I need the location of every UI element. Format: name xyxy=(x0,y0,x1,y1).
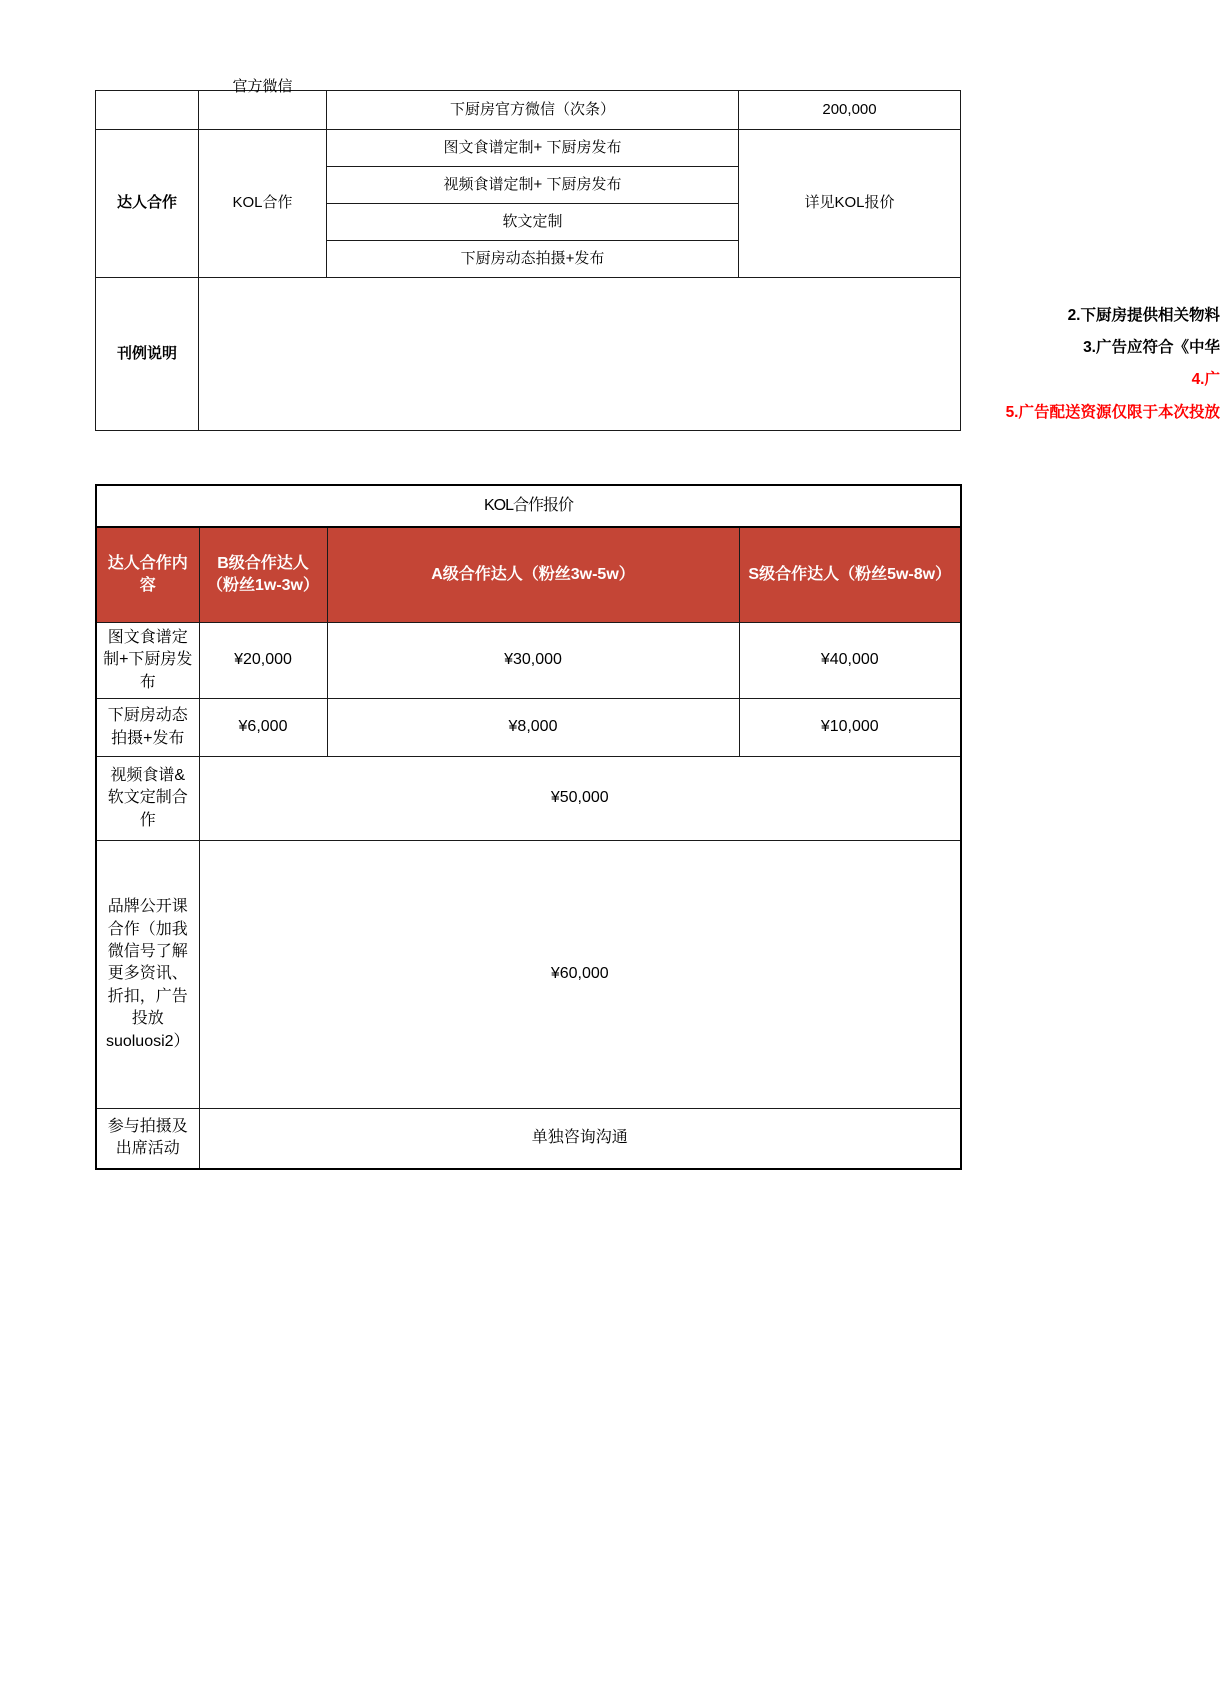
table-row xyxy=(96,623,961,699)
cell-item-kol-3: 下厨房动态拍摄+发布 xyxy=(327,241,739,278)
note-line-5: 5.广告配送资源仅限于本次投放 xyxy=(1005,403,1220,421)
cell-notes-label: 刊例说明 xyxy=(96,278,199,431)
kol-header-content: 达人合作内容 xyxy=(96,527,199,623)
rate-card-table-wrapper xyxy=(95,78,1220,431)
table-row-notes xyxy=(96,278,961,431)
kol-price-b-1: ¥6,000 xyxy=(199,699,327,757)
kol-row-label-4: 参与拍摄及出席活动 xyxy=(96,1109,199,1169)
kol-header-tier-a: A级合作达人（粉丝3w-5w） xyxy=(327,527,739,623)
kol-price-a-0: ¥30,000 xyxy=(327,623,739,699)
cell-item-kol-2: 软文定制 xyxy=(327,204,739,241)
kol-header-tier-s: S级合作达人（粉丝5w-8w） xyxy=(739,527,961,623)
cell-notes-body xyxy=(199,278,1220,431)
cell-price-wechat xyxy=(739,91,961,130)
cell-category-kol: 达人合作 xyxy=(96,130,199,278)
kol-price-a-1: ¥8,000 xyxy=(327,699,739,757)
cell-category-empty xyxy=(96,91,199,130)
kol-price-table-wrapper xyxy=(95,484,960,1170)
kol-price-merged-3: ¥60,000 xyxy=(199,841,961,1109)
kol-row-label-3: 品牌公开课合作（加我微信号了解更多资讯、折扣，广告投放 suoluosi2） xyxy=(96,841,199,1109)
cell-channel-wechat-label: 官方微信 xyxy=(232,78,293,95)
table-row xyxy=(96,91,961,130)
kol-row-label-0: 图文食谱定制+下厨房发布 xyxy=(96,623,199,699)
kol-header-row xyxy=(96,527,961,623)
kol-price-b-0: ¥20,000 xyxy=(199,623,327,699)
kol-price-s-1: ¥10,000 xyxy=(739,699,961,757)
kol-table-title: KOL合作报价 xyxy=(96,485,961,527)
cell-item-wechat-label: 下厨房官方微信（次条） xyxy=(449,100,615,118)
kol-price-merged-2: ¥50,000 xyxy=(199,757,961,841)
table-row xyxy=(96,841,961,1109)
rate-card-table xyxy=(95,78,1220,431)
cell-price-kol: 详见KOL报价 xyxy=(739,130,961,278)
kol-row-label-2: 视频食谱&软文定制合作 xyxy=(96,757,199,841)
cell-price-wechat-value: 200,000 xyxy=(822,100,877,118)
table-row xyxy=(96,130,961,167)
kol-price-table xyxy=(95,484,962,1170)
kol-price-s-0: ¥40,000 xyxy=(739,623,961,699)
note-line-2: 2.下厨房提供相关物料 xyxy=(1067,307,1220,324)
note-line-4: 4.广 xyxy=(1191,371,1220,389)
cell-channel-wechat xyxy=(199,78,327,130)
cell-item-wechat xyxy=(327,91,739,130)
note-line-3: 3.广告应符合《中华 xyxy=(1083,339,1220,357)
kol-title-row xyxy=(96,485,961,527)
cell-item-kol-0: 图文食谱定制+ 下厨房发布 xyxy=(327,130,739,167)
cell-item-kol-1: 视频食谱定制+ 下厨房发布 xyxy=(327,167,739,204)
kol-row-label-1: 下厨房动态拍摄+发布 xyxy=(96,699,199,757)
table-row xyxy=(96,757,961,841)
cell-channel-kol: KOL合作 xyxy=(199,130,327,278)
notes-list xyxy=(120,300,1220,429)
kol-header-tier-b: B级合作达人（粉丝1w-3w） xyxy=(199,527,327,623)
kol-price-merged-4: 单独咨询沟通 xyxy=(199,1109,961,1169)
table-row xyxy=(96,1109,961,1169)
table-row xyxy=(96,699,961,757)
